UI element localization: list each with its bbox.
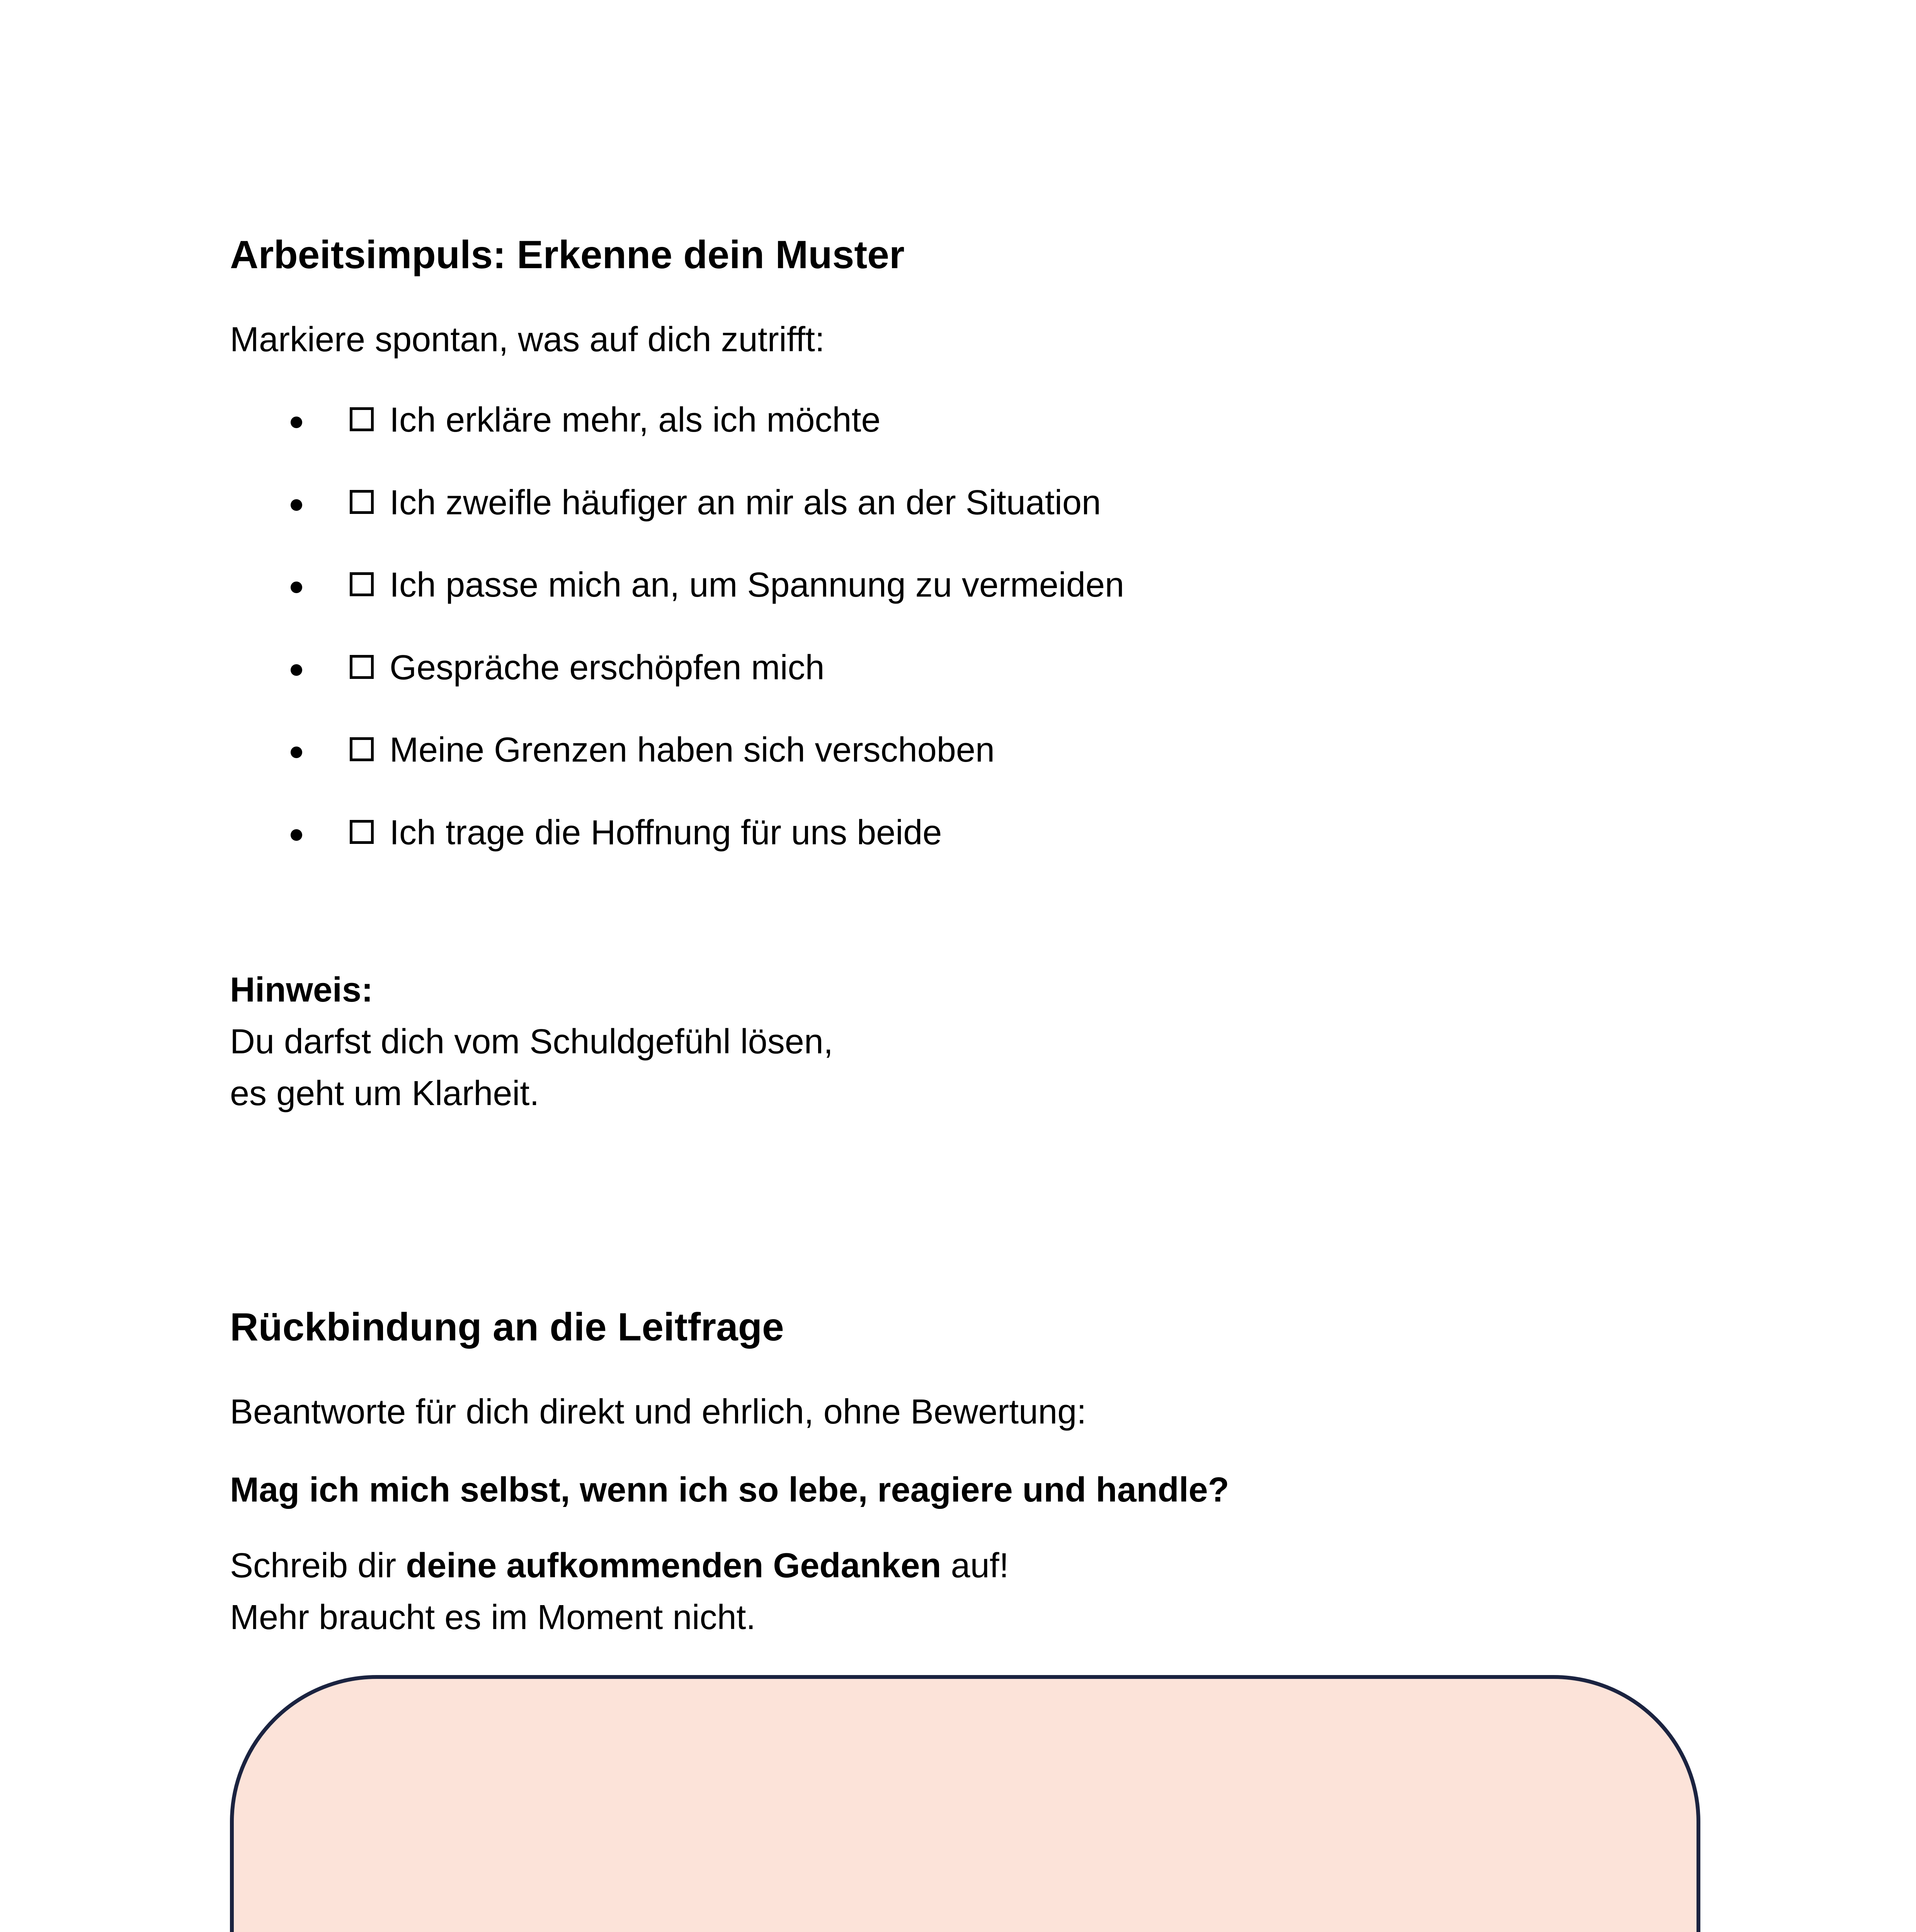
checkbox-icon[interactable] — [350, 737, 374, 761]
note-line-1: Du darfst dich vom Schuldgefühl lösen, — [230, 1022, 833, 1061]
checklist-item-label: Gespräche erschöpfen mich — [390, 648, 825, 687]
pattern-checklist — [0, 394, 1916, 889]
checklist-item — [0, 724, 1916, 807]
section-heading-rueckbindung: Rückbindung an die Leitfrage — [230, 1305, 784, 1349]
bullet-icon — [291, 747, 302, 758]
checkbox-icon[interactable] — [350, 572, 374, 596]
writing-prompt-emphasis: deine aufkommenden Gedanken — [406, 1546, 941, 1585]
note-label: Hinweis: — [230, 971, 373, 1009]
checkbox-icon[interactable] — [350, 490, 374, 514]
writing-prompt — [230, 1540, 1009, 1592]
writing-prompt-prefix: Schreib dir — [230, 1546, 406, 1585]
checkbox-icon[interactable] — [350, 655, 374, 679]
bullet-icon — [291, 499, 302, 511]
answer-writing-box[interactable] — [230, 1675, 1700, 1932]
checklist-item-label: Ich erkläre mehr, als ich möchte — [390, 401, 881, 439]
checklist-item — [0, 559, 1916, 642]
checkbox-icon[interactable] — [350, 820, 374, 844]
checklist-item — [0, 477, 1916, 560]
checklist-item — [0, 807, 1916, 889]
guiding-question: Mag ich mich selbst, wenn ich so lebe, reagiere und handle? — [230, 1471, 1229, 1509]
checkbox-icon[interactable] — [350, 407, 374, 431]
bullet-icon — [291, 829, 302, 841]
reflection-intro: Beantworte für dich direkt und ehrlich, ohne Bewertung: — [230, 1393, 1087, 1431]
checklist-intro: Markiere spontan, was auf dich zutrifft: — [230, 320, 825, 359]
checklist-item-label: Ich zweifle häufiger an mir als an der Situation — [390, 483, 1101, 522]
note-line-2: es geht um Klarheit. — [230, 1074, 539, 1113]
writing-prompt-line-2: Mehr braucht es im Moment nicht. — [230, 1598, 756, 1637]
writing-prompt-suffix: auf! — [941, 1546, 1009, 1585]
bullet-icon — [291, 664, 302, 676]
section-heading-arbeitsimpuls: Arbeitsimpuls: Erkenne dein Muster — [230, 233, 905, 277]
checklist-item-label: Meine Grenzen haben sich verschoben — [390, 731, 995, 770]
checklist-item — [0, 642, 1916, 724]
checklist-item — [0, 394, 1916, 477]
checklist-item-label: Ich trage die Hoffnung für uns beide — [390, 813, 942, 852]
checklist-item-label: Ich passe mich an, um Spannung zu vermeiden — [390, 566, 1125, 605]
bullet-icon — [291, 582, 302, 593]
bullet-icon — [291, 417, 302, 428]
